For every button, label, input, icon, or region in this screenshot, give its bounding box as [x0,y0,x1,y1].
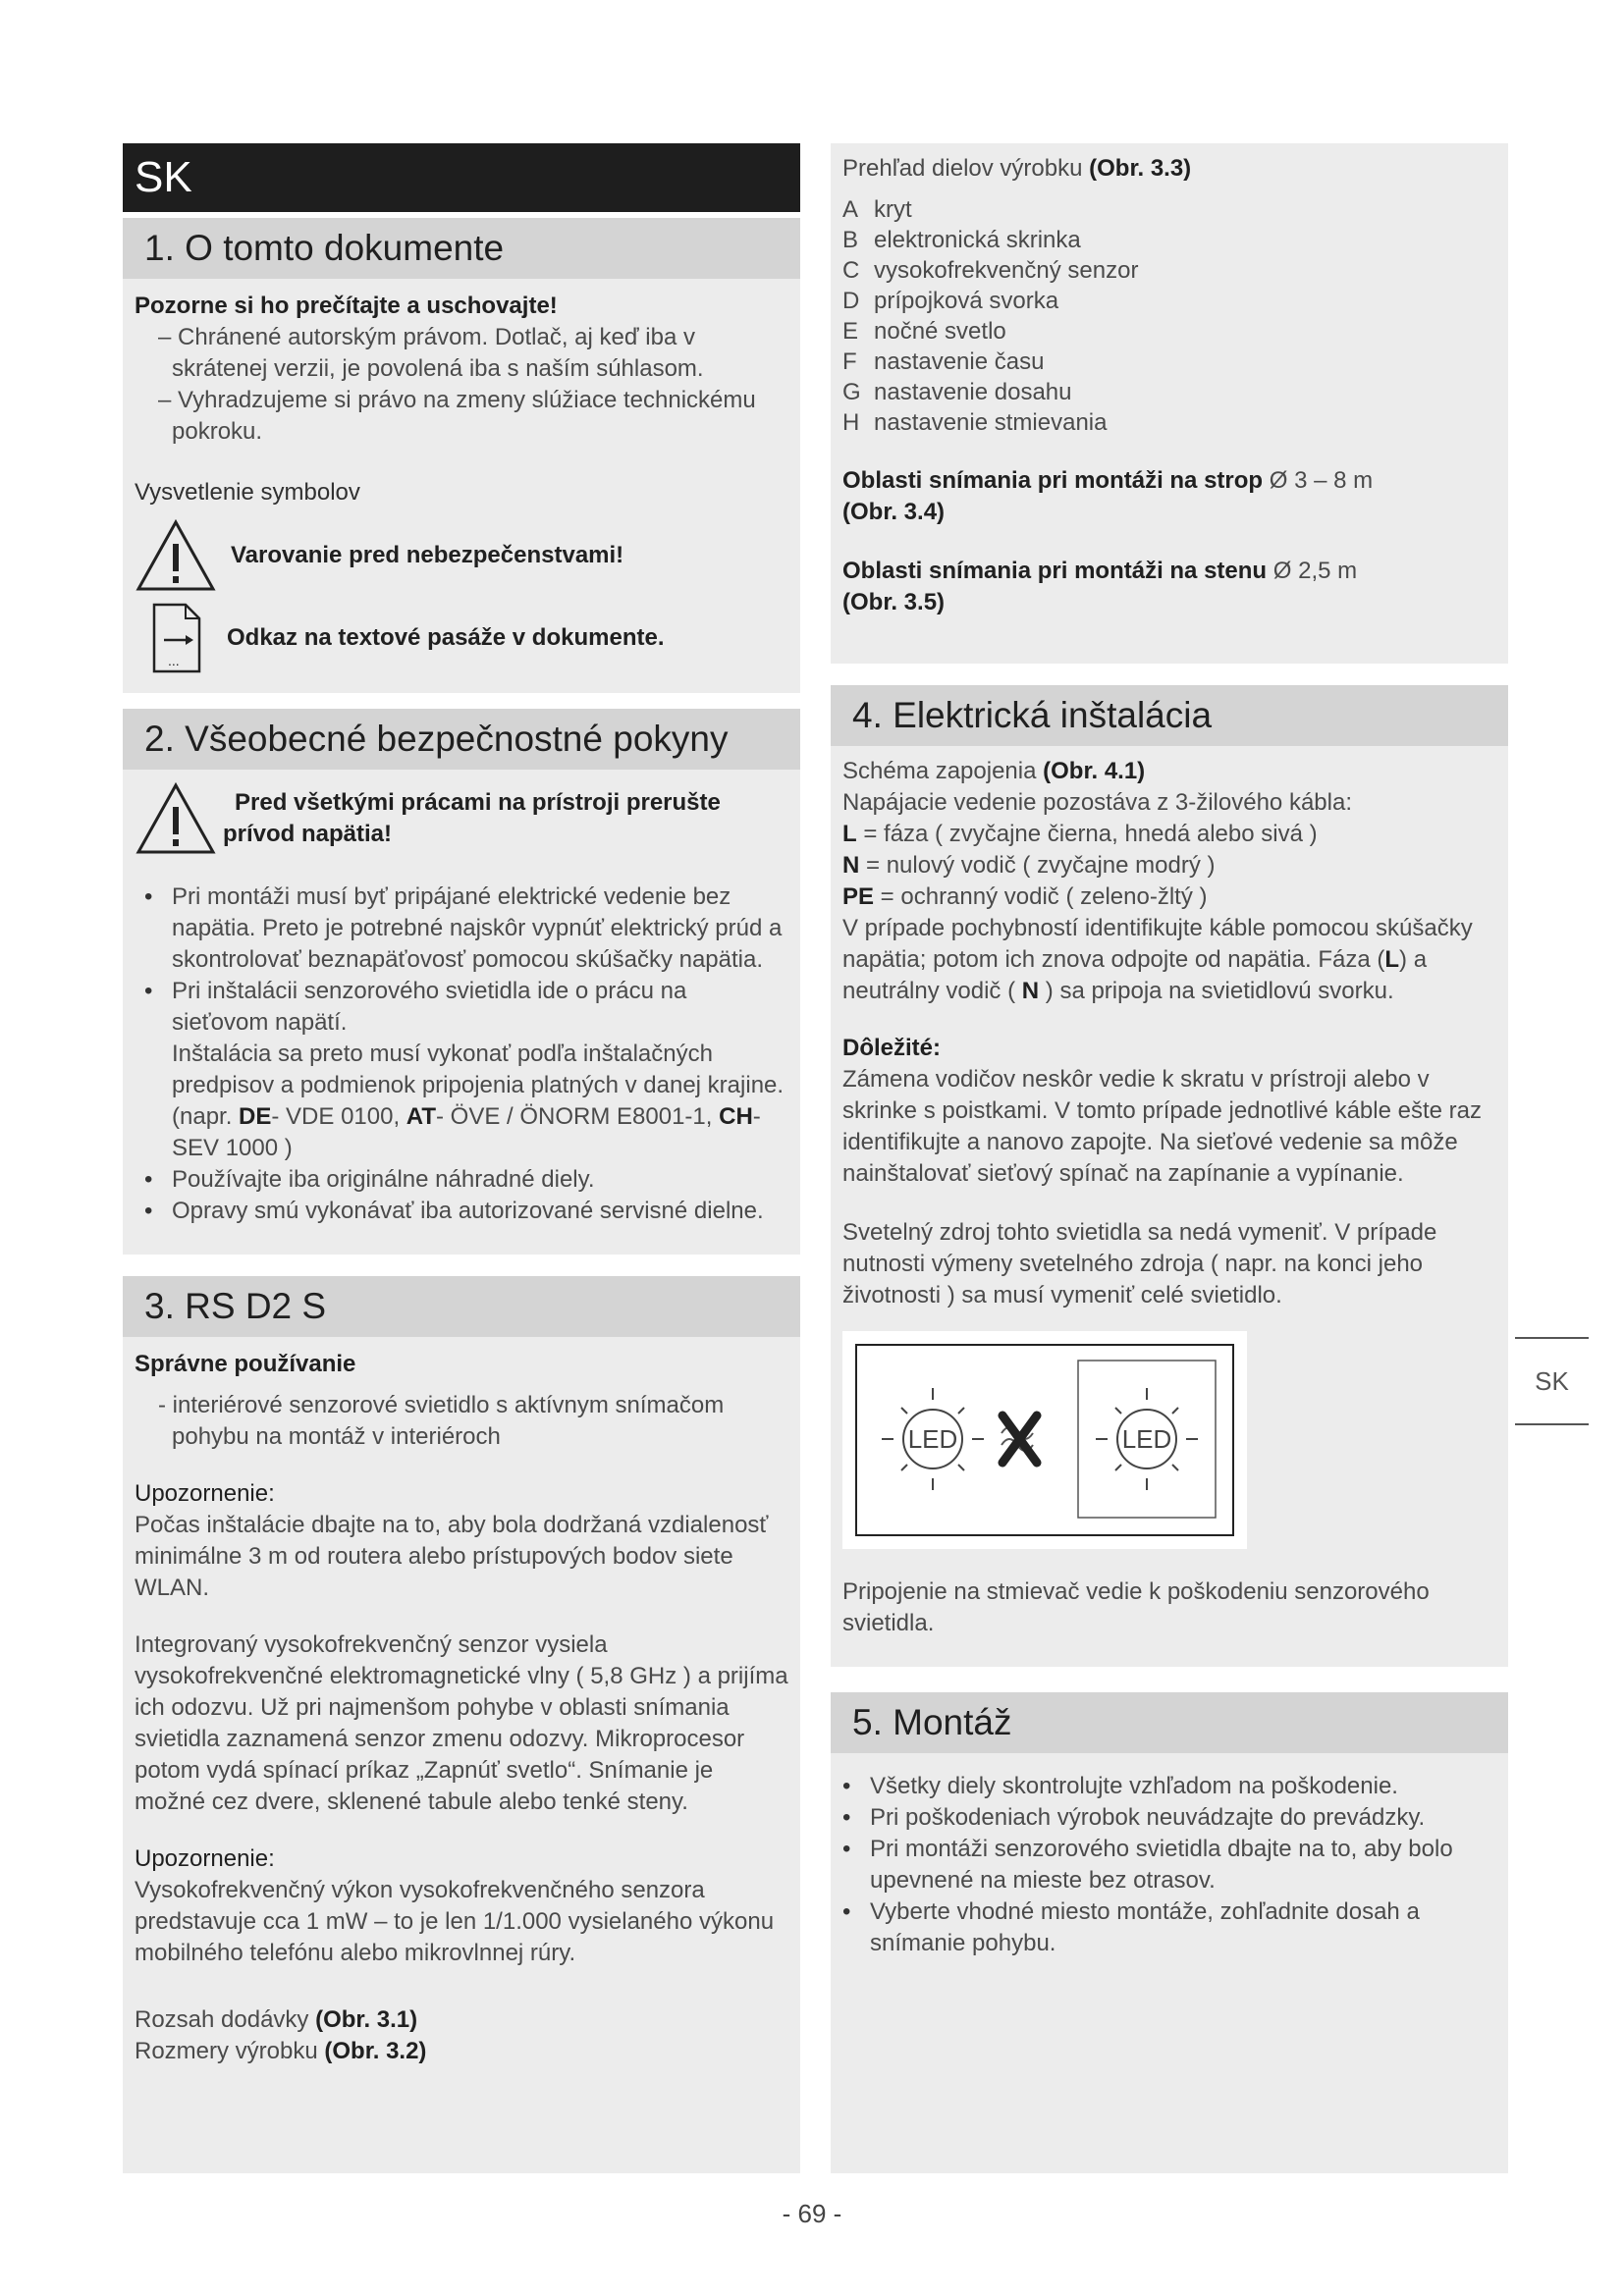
scope-line: Rozsah dodávky (Obr. 3.1) [135,2006,418,2033]
list-item: • Pri montáži senzorového svietidla dbajte na to, aby bolo upevnené na mieste bez otrasov. [833,1834,1496,1896]
note-heading: Upozornenie: [135,1845,275,1872]
section-electrical [831,685,1508,1667]
warn-heading: Pozorne si ho prečítajte a uschovajte! [135,293,558,319]
side-language-tab [1515,1337,1589,1425]
wire-l: L = fáza ( zvyčajne čierna, hnedá alebo sivá ) [842,821,1318,847]
parts-item: C vysokofrekvenčný senzor [842,257,1139,284]
section-mounting [831,1692,1508,2173]
wire-pe: PE = ochranný vodič ( zeleno-žltý ) [842,883,1208,910]
sensor-paragraph: Integrovaný vysokofrekvenčný senzor vysiela vysokofrekvenčné elektromagnetické vlny ( 5,8 GHz ) a prijíma ich odozvu. Už pri najmenšom pohybe v oblasti snímania svietidla zaznamená senzor zmenu odozvy. Mikroprocesor potom vydá spínací príkaz „Zapnúť svetlo“. Snímanie je možné cez dvere, sklenené tabule alebo tenké steny. [135,1631,788,1815]
section-product [123,1276,800,2173]
no-dimmer-illustration [842,1331,1247,1549]
dimensions-line: Rozmery výrobku (Obr. 3.2) [135,2038,427,2064]
list-item-continued: Inštalácia sa preto musí vykonať podľa inštalačných predpisov a podmienok pripojenia platných v danej krajine. (napr. DE- VDE 0100, AT- ÖVE / ÖNORM E8001-1, CH- SEV 1000 ) [172,1041,785,1161]
section-title: 4. Elektrická inštalácia [831,685,1508,746]
note-text: Počas inštalácie dbajte na to, aby bola dodržaná vzdialenosť minimálne 3 m od routera alebo prístupových bodov siete WLAN. [135,1512,769,1601]
parts-item: B elektronická skrinka [842,227,1081,253]
schema-line: Schéma zapojenia (Obr. 4.1) [842,758,1146,784]
side-tab-label: SK [1535,1365,1569,1396]
section-title: 2. Všeobecné bezpečnostné pokyny [123,709,800,770]
document-reference-icon [135,601,217,675]
parts-item: F nastavenie času [842,348,1045,375]
use-item: - interiérové senzorové svietidlo s aktívnym snímačom pohybu na montáž v interiéroch [158,1392,725,1450]
note-text: Vysokofrekvenčný výkon vysokofrekvenčného senzora predstavuje cca 1 mW – to je len 1/1.000 vysielaného výkonu mobilného telefónu alebo mikrovlnnej rúry. [135,1877,775,1966]
led-right-label: LED [1121,1424,1172,1454]
ceiling-range: Oblasti snímania pri montáži na strop Ø 3 – 8 m (Obr. 3.4) [842,467,1374,525]
dimmer-warning: Pripojenie na stmievač vedie k poškodeniu senzorového svietidla. [842,1578,1430,1636]
section-title: 5. Montáž [831,1692,1508,1753]
section-about-document [123,218,800,693]
warning-triangle-icon [135,781,217,856]
no-dimmer-figure [842,1331,1247,1549]
parts-item: H nastavenie stmievania [842,409,1108,436]
safety-warning-line1: Pred všetkými prácami na prístroji prerušte [235,789,721,816]
parts-list [842,194,1496,438]
list-item: – Vyhradzujeme si právo na zmeny slúžiace technickému pokroku. [158,387,756,445]
symbol-warning-text: Varovanie pred nebezpečenstvami! [231,542,624,568]
language-bar [123,143,800,212]
page-number: - 69 - [782,2199,842,2228]
note-heading: Upozornenie: [135,1480,275,1507]
list-item: • Opravy smú vykonávať iba autorizované servisné dielne. [135,1196,788,1227]
lightsource-text: Svetelný zdroj tohto svietidla sa nedá vymeniť. V prípade nutnosti výmeny svetelného zdroja ( napr. na konci jeho životnosti ) sa musí vymeniť celé svietidlo. [842,1219,1437,1308]
list-item: – Chránené autorským právom. Dotlač, aj keď iba v skrátenej verzii, je povolená iba s naším súhlasom. [158,324,704,382]
wire-n: N = nulový vodič ( zvyčajne modrý ) [842,852,1216,879]
wall-range: Oblasti snímania pri montáži na stenu Ø 2,5 m (Obr. 3.5) [842,558,1358,615]
parts-item: E nočné svetlo [842,318,1006,345]
important-heading: Dôležité: [842,1035,942,1061]
safety-warning-line2: prívod napätia! [223,821,393,847]
list-item: • Vyberte vhodné miesto montáže, zohľadnite dosah a snímanie pohybu. [833,1896,1496,1959]
list-item: • Pri montáži musí byť pripájané elektrické vedenie bez napätia. Preto je potrebné najskôr vypnúť elektrický prúd a skontrolovať beznapäťovosť pomocou skúšačky napätia. [135,881,788,976]
doubt-paragraph: V prípade pochybností identifikujte káble pomocou skúšačky napätia; potom ich znova odpojte od napätia. Fáza (L) a neutrálny vodič ( N ) sa pripoja na svietidlovú svorku. [842,915,1473,1004]
svg-text:...: ... [168,653,180,668]
list-item: • Všetky diely skontrolujte vzhľadom na poškodenie. [833,1771,1496,1802]
parts-item: D prípojková svorka [842,288,1059,314]
list-item: • Pri inštalácii senzorového svietidla ide o prácu na sieťovom napätí. [135,976,788,1039]
symbols-heading: Vysvetlenie symbolov [135,479,360,506]
section-safety [123,709,800,1255]
important-text: Zámena vodičov neskôr vedie k skratu v prístroji alebo v skrinke s poistkami. V tomto prípade jednotlivé káble ešte raz identifikujte a nanovo zapojte. Na sieťové vedenie sa môže nainštalovať sieťový spínač na zapínanie a vypínanie. [842,1066,1482,1187]
list-item: • Pri poškodeniach výrobok neuvádzajte do prevádzky. [833,1802,1496,1834]
parts-item: G nastavenie dosahu [842,379,1072,405]
parts-heading: Prehľad dielov výrobku (Obr. 3.3) [842,155,1192,182]
symbol-reference-text: Odkaz na textové pasáže v dokumente. [227,624,665,651]
section-title: 3. RS D2 S [123,1276,800,1337]
section-title: 1. O tomto dokumente [123,218,800,279]
warning-triangle-icon [135,518,217,593]
supply-line: Napájacie vedenie pozostáva z 3-žilového kábla: [842,789,1352,816]
section-parts [831,143,1508,664]
use-heading: Správne používanie [135,1351,356,1377]
language-code: SK [135,153,192,201]
parts-item: A kryt [842,196,912,223]
led-left-label: LED [907,1424,958,1454]
list-item: • Používajte iba originálne náhradné diely. [135,1164,788,1196]
